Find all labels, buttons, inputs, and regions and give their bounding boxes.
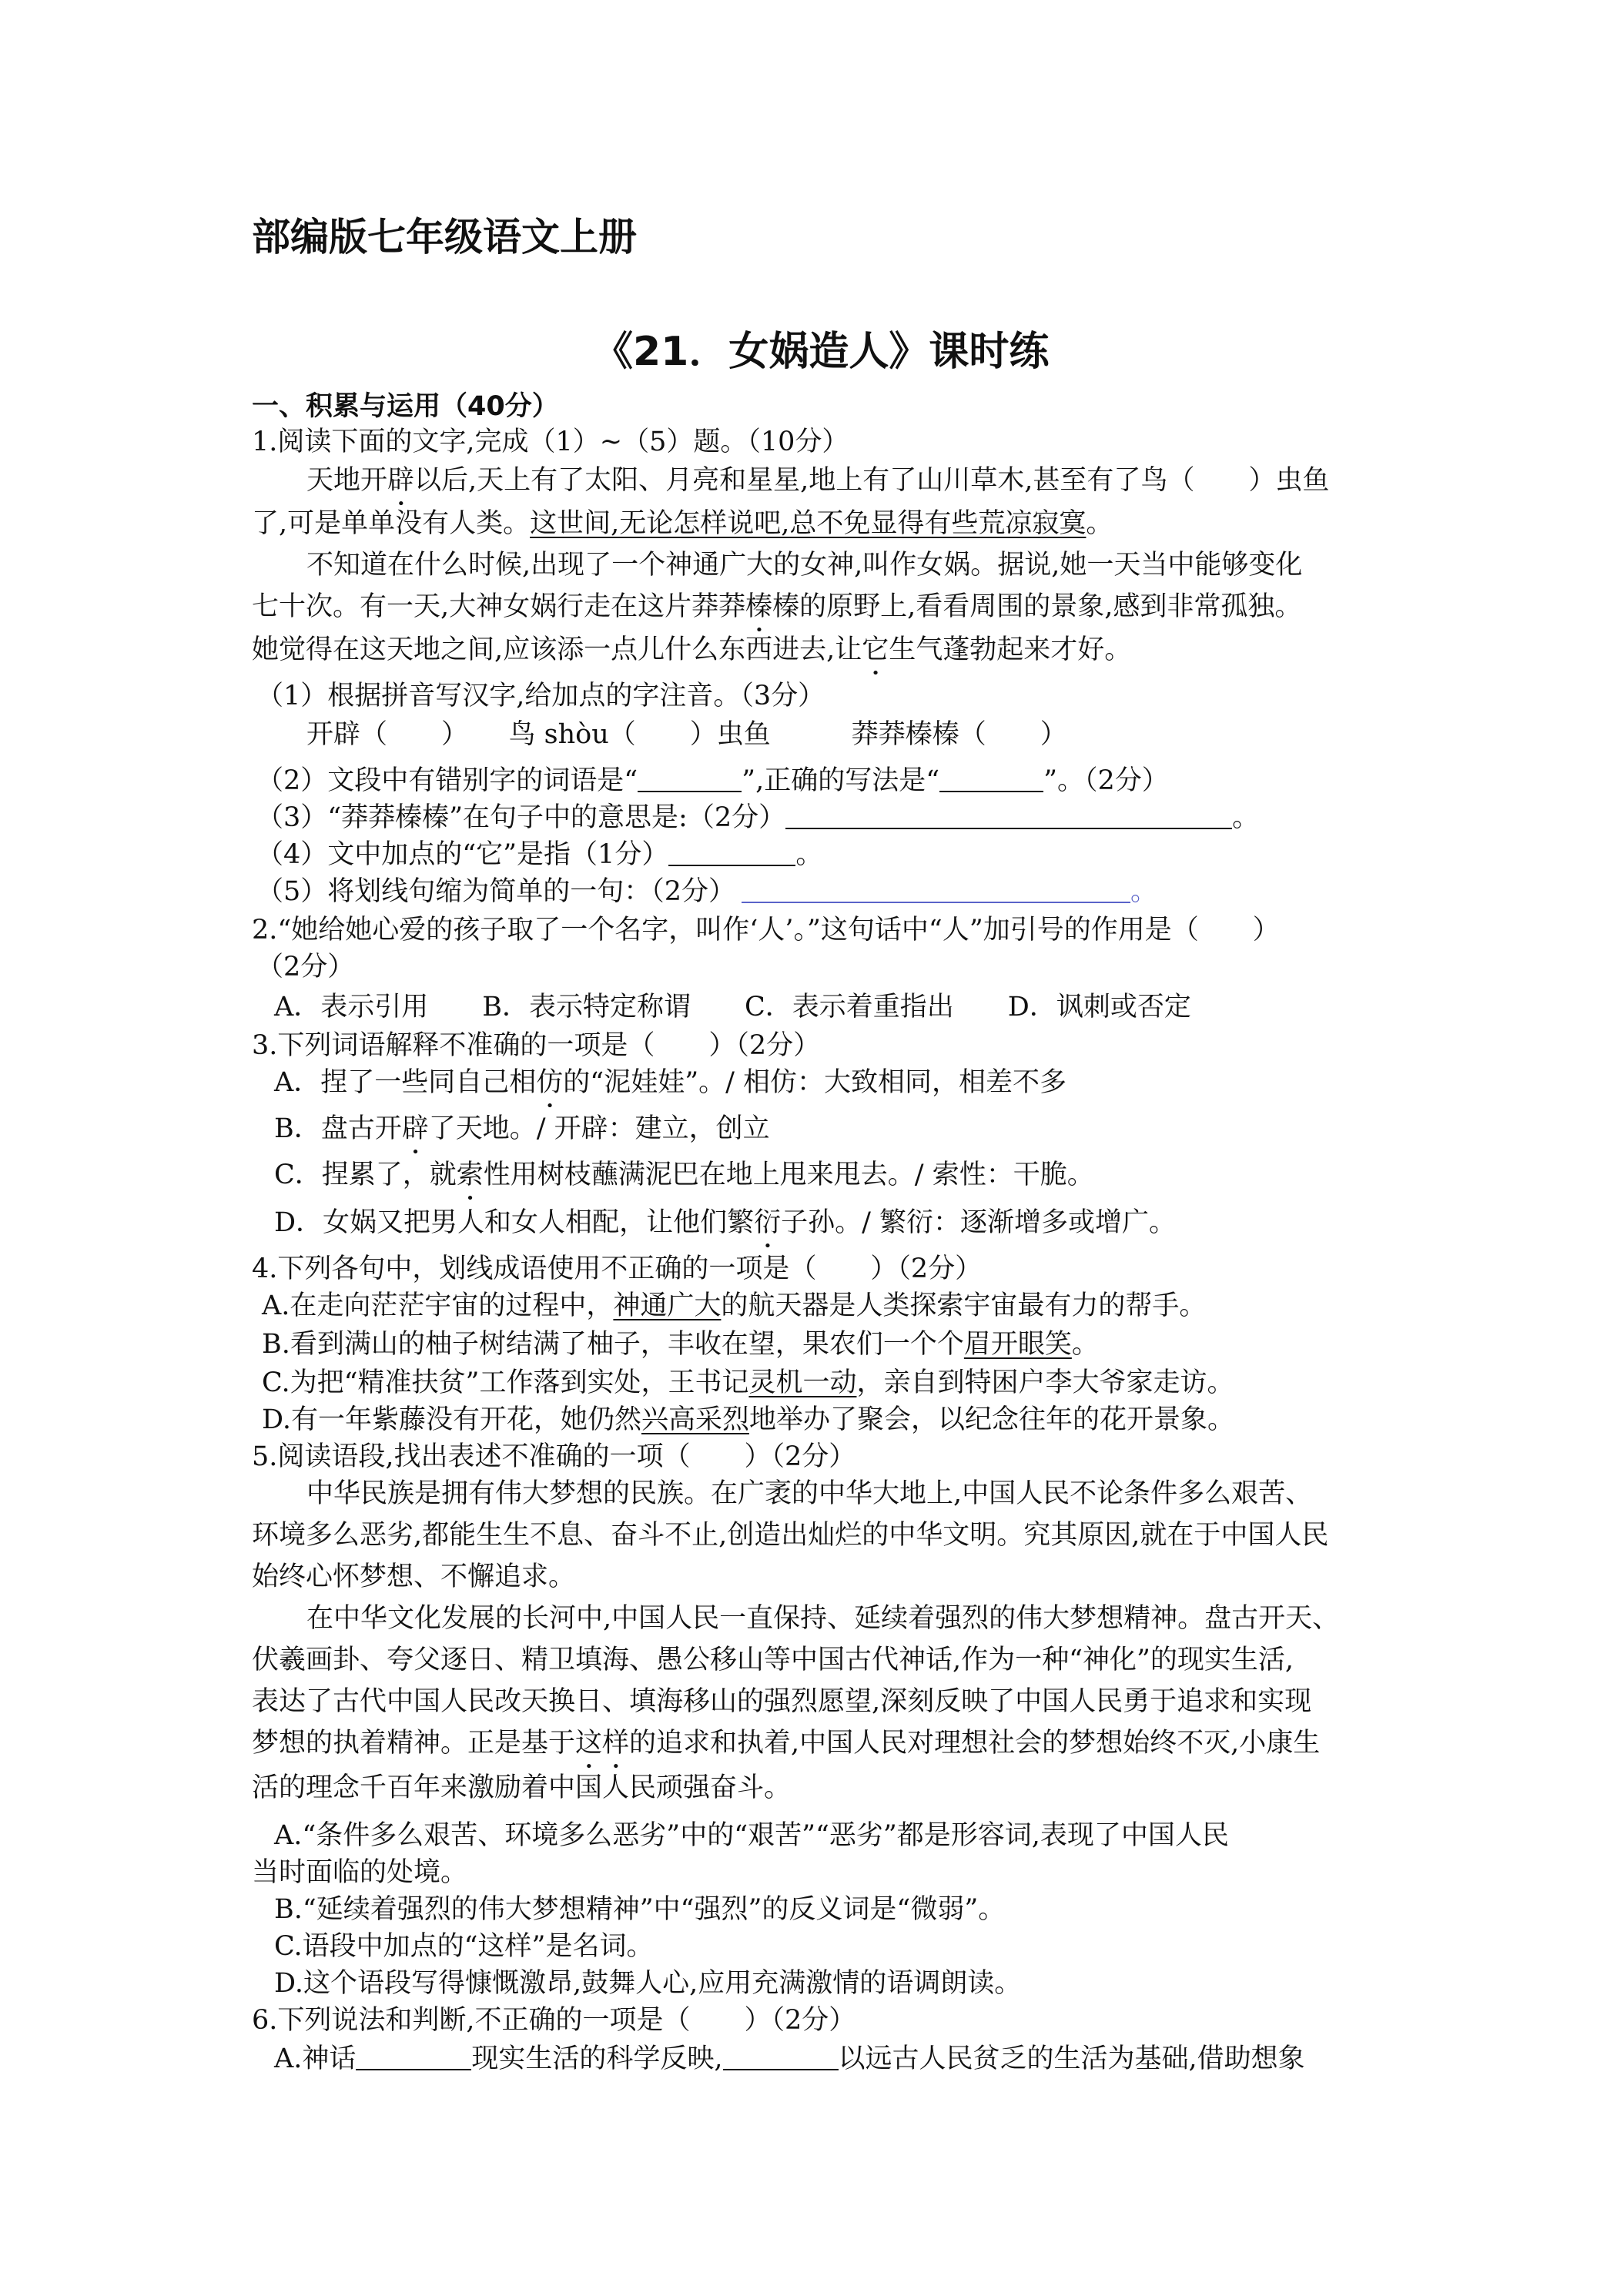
q5-passage-line: 活的理念千百年来激励着中国人民顽强奋斗。 xyxy=(252,1772,792,1803)
q2-score: （2分） xyxy=(256,952,355,982)
q5-option-a-cont: 当时面临的处境。 xyxy=(252,1857,468,1888)
q1-sub1-heading: （1）根据拼音写汉字,给加点的字注音。（3分） xyxy=(256,681,825,711)
q1-passage-line: 七十次。有一天,大神女娲行走在这片莽莽榛榛的原野上,看看周围的景象,感到非常孤独。 xyxy=(252,591,1302,622)
q3-stem: 3.下列词语解释不准确的一项是（ ）（2分） xyxy=(252,1030,821,1061)
q5-option-d: D.这个语段写得慷慨激昂,鼓舞人心,应用充满激情的语调朗读。 xyxy=(274,1968,1022,1999)
q5-passage-line: 表达了古代中国人民改天换日、填海移山的强烈愿望,深刻反映了中国人民勇于追求和实现 xyxy=(252,1686,1312,1717)
q1-passage-line: 了,可是单单没有人类。这世间,无论怎样说吧,总不免显得有些荒凉寂寞。 xyxy=(252,508,1113,539)
q5-dotted-word: 这样 xyxy=(575,1728,630,1759)
q3-option-c: C．捏累了，就索性用树枝蘸满泥巴在地上甩来甩去。/ 索性：干脆。 xyxy=(274,1160,1094,1190)
q5-passage-line: 中华民族是拥有伟大梦想的民族。在广袤的中华大地上,中国人民不论条件多么艰苦、 xyxy=(306,1478,1313,1509)
q1-sub5: （5）将划线句缩为简单的一句：（2分） 。 xyxy=(256,876,1158,907)
q5-option-a: A.“条件多么艰苦、环境多么恶劣”中的“艰苦”“恶劣”都是形容词,表现了中国人民 xyxy=(274,1820,1229,1851)
q1-sub4: （4）文中加点的“它”是指（1分） 。 xyxy=(256,839,823,870)
q5-passage-line: 环境多么恶劣,都能生生不息、奋斗不止,创造出灿烂的中华文明。究其原因,就在于中国人民 xyxy=(252,1520,1329,1551)
q1-sub3: （3）“莽莽榛榛”在句子中的意思是:（2分） 。 xyxy=(256,802,1260,833)
q3-option-a: A．捏了一些同自己相仿的“泥娃娃”。/ 相仿：大致相同，相差不多 xyxy=(274,1067,1067,1098)
q4-option-c: C.为把“精准扶贫”工作落到实处，王书记灵机一动，亲自到特困户李大爷家走访。 xyxy=(262,1367,1234,1398)
q3-option-d: D．女娲又把男人和女人相配，让他们繁衍子孙。/ 繁衍：逐渐增多或增广。 xyxy=(274,1207,1177,1238)
q1-sub2: （2）文段中有错别字的词语是“ ”,正确的写法是“ ”。（2分） xyxy=(256,765,1169,796)
q1-stem: 1.阅读下面的文字,完成（1）~（5）题。（10分） xyxy=(252,427,849,457)
q2-stem: 2.“她给她心爱的孩子取了一个名字，叫作‘人’。”这句话中“人”加引号的作用是（ ） xyxy=(252,915,1280,946)
q3-option-b: B．盘古开辟了天地。/ 开辟：建立，创立 xyxy=(274,1113,770,1144)
q4-stem: 4.下列各句中，划线成语使用不正确的一项是（ ）（2分） xyxy=(252,1253,983,1284)
answer-blank[interactable] xyxy=(723,2043,839,2070)
q5-stem: 5.阅读语段,找出表述不准确的一项（ ）（2分） xyxy=(252,1441,856,1472)
q1-passage-line: 她觉得在这天地之间,应该添一点儿什么东西进去,让它生气蓬勃起来才好。 xyxy=(252,634,1132,665)
q2-options: A．表示引用 B．表示特定称谓 C．表示着重指出 D．讽刺或否定 xyxy=(274,992,1191,1022)
q1-dotted-char: 辟 xyxy=(387,465,415,496)
q5-option-b: B.“延续着强烈的伟大梦想精神”中“强烈”的反义词是“微弱”。 xyxy=(274,1894,1006,1925)
q4-option-b: B.看到满山的柚子树结满了柚子，丰收在望，果农们一个个眉开眼笑。 xyxy=(262,1329,1099,1360)
q5-passage-line: 梦想的执着精神。正是基于这样的追求和执着,中国人民对理想社会的梦想始终不灭,小康生 xyxy=(252,1728,1321,1759)
lesson-title: 《21．女娲造人》课时练 xyxy=(593,329,1050,375)
q1-passage-line: 天地开辟以后,天上有了太阳、月亮和星星,地上有了山川草木,甚至有了鸟（ ）虫鱼 xyxy=(306,465,1330,496)
q1-dotted-char: 榛 xyxy=(745,591,773,622)
book-title: 部编版七年级语文上册 xyxy=(252,215,637,259)
answer-blank[interactable] xyxy=(668,838,795,866)
q4-option-a: A.在走向茫茫宇宙的过程中，神通广大的航天器是人类探索宇宙最有力的帮手。 xyxy=(262,1290,1207,1321)
q5-passage-line: 在中华文化发展的长河中,中国人民一直保持、延续着强烈的伟大梦想精神。盘古开天、 xyxy=(306,1603,1340,1634)
q1-passage-line: 不知道在什么时候,出现了一个神通广大的女神,叫作女娲。据说,她一天当中能够变化 xyxy=(306,550,1303,581)
q5-passage-line: 伏羲画卦、夸父逐日、精卫填海、愚公移山等中国古代神话,作为一种“神化”的现实生活, xyxy=(252,1645,1294,1675)
answer-blank[interactable] xyxy=(785,802,1232,829)
answer-blank[interactable] xyxy=(638,765,742,792)
q4-option-d: D.有一年紫藤没有开花，她仍然兴高采烈地举办了聚会，以纪念往年的花开景象。 xyxy=(262,1404,1234,1435)
q1-underlined-sentence: 这世间,无论怎样说吧,总不免显得有些荒凉寂寞 xyxy=(530,508,1087,539)
q5-passage-line: 始终心怀梦想、不懈追求。 xyxy=(252,1561,576,1592)
answer-blank[interactable] xyxy=(356,2043,471,2070)
answer-blank[interactable] xyxy=(939,765,1043,792)
q1-dotted-char: 它 xyxy=(862,634,889,665)
q1-sub1-items: 开辟（ ） 鸟 shòu（ ）虫鱼 莽莽榛榛（ ） xyxy=(306,719,1067,750)
q5-option-c: C.语段中加点的“这样”是名词。 xyxy=(274,1931,654,1962)
q6-option-a: A.神话 现实生活的科学反映, 以远古人民贫乏的生活为基础,借助想象 xyxy=(274,2043,1305,2074)
section-heading: 一、积累与运用（40分） xyxy=(252,391,559,422)
q6-stem: 6.下列说法和判断,不正确的一项是（ ）（2分） xyxy=(252,2005,856,2036)
answer-blank[interactable] xyxy=(742,875,1130,903)
